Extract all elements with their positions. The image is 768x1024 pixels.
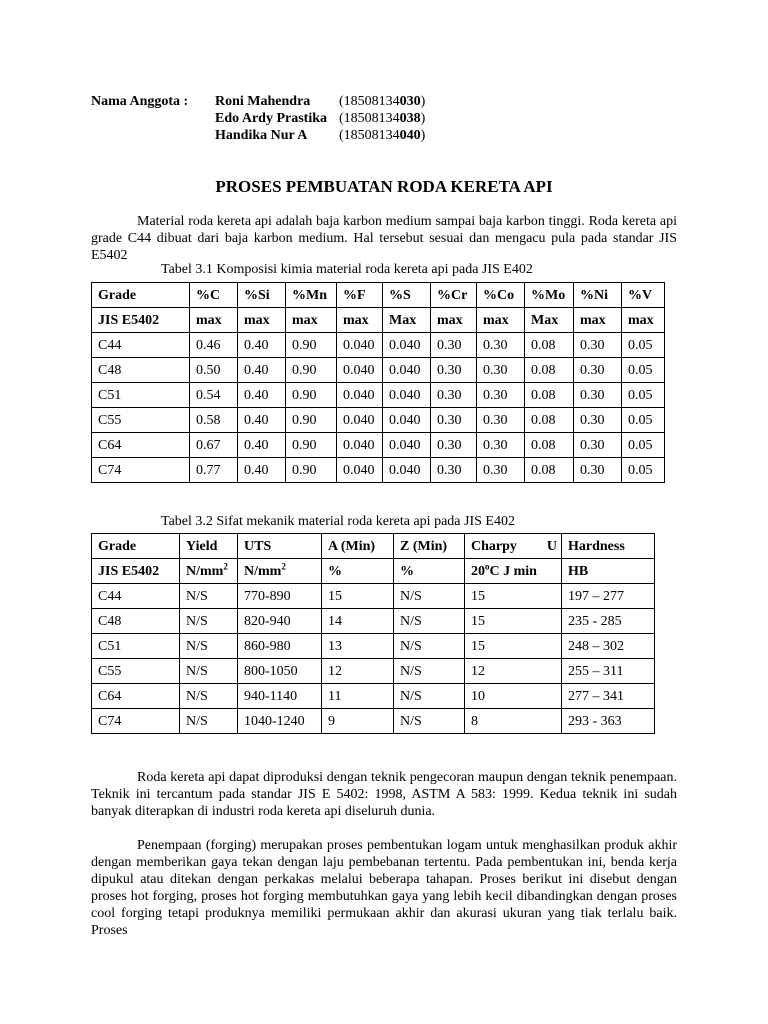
member-id-prefix: (18508134 (339, 128, 400, 143)
header-cell: A (Min) (322, 534, 394, 559)
table-cell: 0.30 (477, 433, 525, 458)
table-cell: N/S (180, 634, 238, 659)
table-cell: 15 (465, 584, 562, 609)
table-row (92, 659, 655, 684)
table-cell: 0.30 (477, 333, 525, 358)
table-cell: 10 (465, 684, 562, 709)
table-cell: 0.40 (238, 458, 286, 483)
table-row (92, 634, 655, 659)
header-cell: max (286, 308, 337, 333)
table-cell: 0.30 (431, 433, 477, 458)
table-cell: N/S (394, 584, 465, 609)
table-cell: 0.08 (525, 458, 574, 483)
table-cell: 0.40 (238, 433, 286, 458)
table-cell: 0.040 (383, 333, 431, 358)
table-cell: N/S (180, 609, 238, 634)
table-cell: 12 (465, 659, 562, 684)
table-row (92, 383, 665, 408)
table-row (92, 609, 655, 634)
table-cell: N/S (180, 659, 238, 684)
table-cell: 0.040 (337, 408, 383, 433)
document-title: PROSES PEMBUATAN RODA KERETA API (215, 177, 553, 196)
table-cell: 197 – 277 (562, 584, 655, 609)
mechanical-properties-table (91, 533, 655, 734)
table-cell: C51 (92, 634, 180, 659)
table-cell: 0.30 (574, 458, 622, 483)
table-cell: N/S (180, 584, 238, 609)
table-cell: 11 (322, 684, 394, 709)
forging-text: Penempaan (forging) merupakan proses pembentukan logam untuk menghasilkan produk akhir dengan memberikan gaya tekan dengan laju pembebanan tertentu. Pada pembentukan ini, benda kerja dipukul atau ditekan dengan perkakas melalui beberapa tahapan. Proses berikut ini disebut dengan proses hot forging, proses hot forging membutuhkan gaya yang lebih kecil dibandingkan dengan proses cool forging tetapi produknya memiliki permukaan akhir dan akurasi ukuran yang tiak terlalu baik. Proses (91, 838, 677, 938)
intro-paragraph (91, 213, 677, 264)
table1-header-row (92, 283, 665, 308)
table-cell: 0.90 (286, 333, 337, 358)
table-cell: C74 (92, 709, 180, 734)
member-row: Edo Ardy Prastika (18508134038) (215, 111, 426, 126)
table2-caption: Tabel 3.2 Sifat mekanik material roda kereta api pada JIS E402 (161, 514, 515, 529)
member-name: Edo Ardy Prastika (215, 111, 328, 126)
charpy-u-label: U (546, 538, 557, 554)
header-cell: $N/mm^2$ (238, 559, 322, 584)
table-cell: 235 - 285 (562, 609, 655, 634)
table-cell: C48 (92, 358, 190, 383)
header-cell: %Cr (431, 283, 477, 308)
header-cell: HB (562, 559, 655, 584)
header-cell: %Mn (286, 283, 337, 308)
table-cell: 0.30 (574, 433, 622, 458)
header-cell: JIS E5402 (92, 559, 180, 584)
table-cell: N/S (394, 609, 465, 634)
header-cell: $N/mm^2$ (180, 559, 238, 584)
table-cell: 0.90 (286, 358, 337, 383)
header-cell: %C (190, 283, 238, 308)
table-cell: 0.90 (286, 383, 337, 408)
table-cell: 0.30 (431, 458, 477, 483)
table-cell: C74 (92, 458, 190, 483)
header-cell: Max (525, 308, 574, 333)
table-cell: 0.40 (238, 333, 286, 358)
member-id-prefix: (18508134 (339, 111, 400, 126)
table-cell: 0.30 (477, 383, 525, 408)
header-cell: % (394, 559, 465, 584)
header-cell: Hardness (562, 534, 655, 559)
table-cell: N/S (394, 709, 465, 734)
table-cell: 820-940 (238, 609, 322, 634)
table-cell: N/S (394, 634, 465, 659)
table-cell: 0.30 (574, 333, 622, 358)
table-cell: 0.040 (337, 433, 383, 458)
table-cell: N/S (180, 684, 238, 709)
header-cell (465, 534, 562, 559)
table-row (92, 684, 655, 709)
header-cell: %S (383, 283, 431, 308)
header-cell: JIS E5402 (92, 308, 190, 333)
table-cell: 0.05 (622, 333, 665, 358)
table-row (92, 333, 665, 358)
table-cell: 0.30 (431, 408, 477, 433)
header-cell: UTS (238, 534, 322, 559)
member-name: Roni Mahendra (215, 94, 311, 109)
casting-paragraph (91, 769, 677, 820)
table-cell: 0.30 (431, 333, 477, 358)
table-cell: N/S (394, 659, 465, 684)
table-cell: 0.040 (383, 433, 431, 458)
table-cell: 0.67 (190, 433, 238, 458)
table-cell: 8 (465, 709, 562, 734)
table-cell: 15 (465, 634, 562, 659)
intro-text: Material roda kereta api adalah baja karbon medium sampai baja karbon tinggi. Roda kereta api grade C44 dibuat dari baja karbon medium. Hal tersebut sesuai dan mengacu pula pada standar JIS E5402 (91, 214, 677, 263)
table-cell: 0.40 (238, 383, 286, 408)
header-cell: max (337, 308, 383, 333)
table-cell: 277 – 341 (562, 684, 655, 709)
member-id-suffix: 040 (399, 128, 421, 143)
table-row (92, 433, 665, 458)
casting-text: Roda kereta api dapat diproduksi dengan teknik pengecoran maupun dengan teknik penempaan. Teknik ini tercantum pada standar JIS E 5402: 1998, ASTM A 583: 1999. Kedua teknik ini sudah banyak diterapkan di industri roda kereta api diseluruh dunia. (91, 770, 677, 819)
table-cell: 12 (322, 659, 394, 684)
header-cell: % (322, 559, 394, 584)
table-cell: 15 (465, 609, 562, 634)
table-cell: 0.05 (622, 458, 665, 483)
table-cell: C64 (92, 684, 180, 709)
member-name: Handika Nur A (215, 128, 308, 143)
table-row (92, 408, 665, 433)
table-cell: 0.05 (622, 433, 665, 458)
table-cell: 15 (322, 584, 394, 609)
table-row (92, 584, 655, 609)
header-cell: max (574, 308, 622, 333)
table-cell: 14 (322, 609, 394, 634)
header-cell: max (477, 308, 525, 333)
table-cell: 293 - 363 (562, 709, 655, 734)
table-cell: 0.040 (383, 383, 431, 408)
table-cell: 0.040 (337, 383, 383, 408)
table-row (92, 458, 665, 483)
table-cell: 0.040 (383, 408, 431, 433)
table-row (92, 709, 655, 734)
table1-caption: Tabel 3.1 Komposisi kimia material roda kereta api pada JIS E402 (161, 262, 533, 277)
header-cell: max (431, 308, 477, 333)
header-cell: %Ni (574, 283, 622, 308)
header-cell: %Mo (525, 283, 574, 308)
table-cell: 0.50 (190, 358, 238, 383)
table-cell: 0.30 (477, 408, 525, 433)
table-cell: 0.30 (431, 383, 477, 408)
table-cell: 0.040 (337, 333, 383, 358)
table-cell: 0.08 (525, 408, 574, 433)
table-cell: 0.05 (622, 358, 665, 383)
table-cell: 0.90 (286, 458, 337, 483)
members-label: Nama Anggota : (91, 94, 189, 109)
table-cell: 770-890 (238, 584, 322, 609)
header-cell: max (190, 308, 238, 333)
table-cell: C44 (92, 584, 180, 609)
table-cell: 0.30 (431, 358, 477, 383)
header-cell: Z (Min) (394, 534, 465, 559)
table-cell: 13 (322, 634, 394, 659)
header-cell: %V (622, 283, 665, 308)
header-cell: Grade (92, 534, 180, 559)
member-id-suffix: 038 (399, 111, 421, 126)
chemical-composition-table (91, 282, 665, 483)
table-cell: 0.40 (238, 408, 286, 433)
table-cell: 0.30 (574, 408, 622, 433)
table-cell: C48 (92, 609, 180, 634)
table2-subheader-row (92, 559, 655, 584)
table-cell: 0.58 (190, 408, 238, 433)
header-cell: max (238, 308, 286, 333)
table-cell: 0.08 (525, 433, 574, 458)
table-cell: 0.30 (574, 358, 622, 383)
table-row (92, 358, 665, 383)
table-cell: 0.46 (190, 333, 238, 358)
header-cell: Grade (92, 283, 190, 308)
table-cell: C64 (92, 433, 190, 458)
member-id-suffix: 030 (399, 94, 421, 109)
table-cell: 0.08 (525, 358, 574, 383)
table-cell: 860-980 (238, 634, 322, 659)
header-cell: 20$^o$C J min (465, 559, 562, 584)
member-row: Roni Mahendra (18508134030) (215, 94, 426, 109)
table-cell: 0.90 (286, 433, 337, 458)
table-cell: C55 (92, 659, 180, 684)
table-cell: 248 – 302 (562, 634, 655, 659)
table-cell: 0.05 (622, 408, 665, 433)
table-cell: C51 (92, 383, 190, 408)
table-cell: 0.040 (337, 458, 383, 483)
table-cell: 0.08 (525, 333, 574, 358)
table-cell: 1040-1240 (238, 709, 322, 734)
table2-header-row (92, 534, 655, 559)
table-cell: N/S (394, 684, 465, 709)
member-row: Handika Nur A (18508134040) (215, 128, 426, 143)
table-cell: 0.30 (477, 358, 525, 383)
charpy-label: Charpy (471, 538, 517, 554)
table-cell: 0.90 (286, 408, 337, 433)
table-cell: 0.30 (477, 458, 525, 483)
table-cell: 0.040 (383, 458, 431, 483)
table-cell: 0.54 (190, 383, 238, 408)
table-cell: 0.040 (337, 358, 383, 383)
table-cell: N/S (180, 709, 238, 734)
table-cell: 9 (322, 709, 394, 734)
table-cell: 940-1140 (238, 684, 322, 709)
table-cell: 0.30 (574, 383, 622, 408)
table1-subheader-row (92, 308, 665, 333)
header-cell: %Co (477, 283, 525, 308)
forging-paragraph (91, 837, 677, 939)
header-cell: %Si (238, 283, 286, 308)
table-cell: 0.040 (383, 358, 431, 383)
member-id-prefix: (18508134 (339, 94, 400, 109)
table-cell: 800-1050 (238, 659, 322, 684)
header-cell: Max (383, 308, 431, 333)
table-cell: 0.08 (525, 383, 574, 408)
table-cell: 0.40 (238, 358, 286, 383)
table-cell: 255 – 311 (562, 659, 655, 684)
header-cell: max (622, 308, 665, 333)
table-cell: C55 (92, 408, 190, 433)
table-cell: C44 (92, 333, 190, 358)
table-cell: 0.05 (622, 383, 665, 408)
header-cell: %F (337, 283, 383, 308)
header-cell: Yield (180, 534, 238, 559)
table-cell: 0.77 (190, 458, 238, 483)
